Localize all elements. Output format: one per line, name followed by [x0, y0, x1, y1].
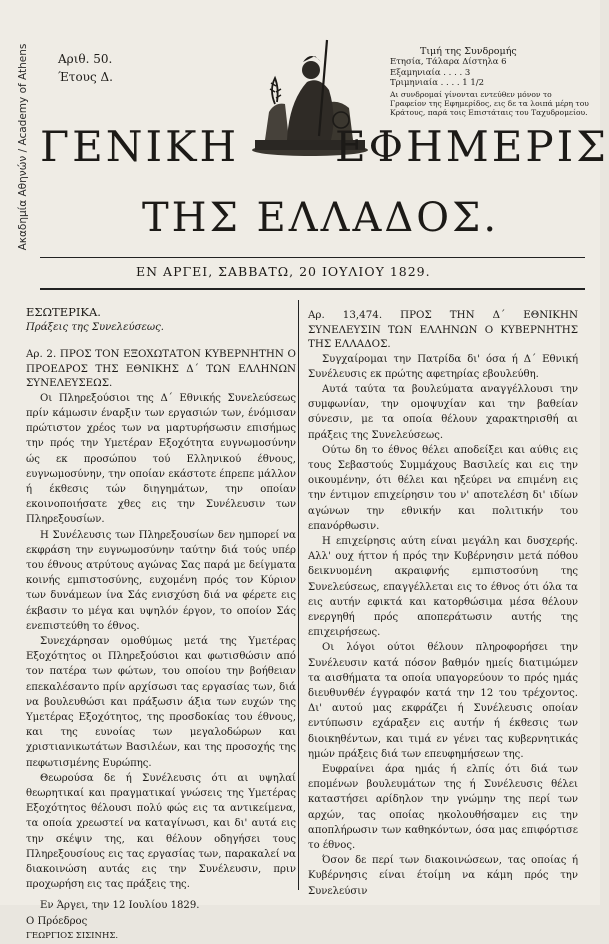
- left-column: [26, 304, 296, 944]
- right-paragraph: Ευφραίνει άρα ημάς ή ελπίς ότι διά των επομένων βουλευμάτων της ή Συνέλευσις θέλει καταστήσει αρίδηλον την γνώμην της περί των αρχών, τας οποίας ηκολουθήσαμεν εις την αποπλήρωσιν των καθηκόντων, όσα μας επιφόρτισε το έθνος.: [308, 763, 578, 851]
- section-subtitle: Πράξεις της Συνελεύσεως.: [26, 322, 165, 333]
- archive-watermark: [10, 43, 36, 251]
- top-rule: [40, 257, 585, 258]
- masthead-line-2: ΤΗΣ ΕΛΛΑΔΟΣ.: [142, 195, 500, 241]
- column-divider: [298, 300, 299, 890]
- right-paragraph: Η επιχείρησις αύτη είναι μεγάλη και δυσχερής. Αλλ' ουχ ήττον ή πρός την Κυβέρνησιν μετά πόθου δεικνυομένη ακραιφνής εμπιστοσύνη της Συνελεύσεως, επαγγέλλεται εις το έθνος ότι όλα τα εις αυτήν εφικτά και κατορθώσιμα μέσα θέλουν ενεργηθή πρός αποπεράτωσιν αυτής της επιχειρήσεως.: [308, 535, 578, 639]
- signature-title: Ο Πρόεδρος: [26, 915, 88, 927]
- masthead-word-2: ΕΦΗΜΕΡΙΣ: [335, 122, 609, 171]
- right-paragraph: Ούτω δη το έθνος θέλει αποδείξει και αύθις εις τους Σεβαστούς Συμμάχους Βασιλείς και εις την οικουμένην, ότι θέλει και ηξεύρει να επιμένη εις την έντιμον επιχείρησιν του ν' αποτελέση δι' ιδίων αγώνων την εθνικήν και πολιτικήν του επανόρθωσιν.: [308, 444, 578, 532]
- price-title: Τιμή της Συνδρομής: [420, 46, 517, 57]
- subscription-note: Αι συνδρομαί γίνονται εντεύθεν μόνον το Γραφείον της Εφημερίδος, εις δε τα λοιπά μέρη του Κράτους, παρά τοις Επιστάταις του Ταχυδρομείου.: [390, 89, 589, 118]
- left-paragraph: Η Συνέλευσις των Πληρεξουσίων δεν ημπορεί να εκφράση την ευγνωμοσύνην ταύτην διά τούς υπέρ του έθνους ατρύτους αγώνας Σας παρά με δείγματα κοινής εμπιστοσύνης, ευχομένη πρός τον Κύριον των δυνάμεων ίνα Σάς ενισχύση διά να φέρετε εις έκβασιν το μέγα και υψηλόν έργον, το οποίον Σάς ενεπιστεύθη το έθνος.: [26, 529, 296, 632]
- right-paragraph: Οι λόγοι ούτοι θέλουν πληροφορήσει την Συνέλευσιν κατά πόσον βαθμόν ημείς διατιμώμεν τα αισθήματα τα οποία υπαγορεύουν το πρός ημάς διευθυνθέν έγγραφόν κατά την 12 του τρέχοντος. Δι' αυτού μας εκφράζει ή Συνέλευσις οποίαν εντύπωσιν εχάραξεν εις αυτήν ή έκθεσις των διοικηθέντων, και τιμά εν γένει τας κυβερνητικάς ημών πράξεις διά των επευφημήσεων της.: [308, 642, 578, 760]
- price-semiannual: Εξαμηνιαία . . . . 3: [390, 67, 471, 78]
- left-paragraph: Θεωρούσα δε ή Συνέλευσις ότι αι υψηλαί θεωρητικαί και πραγματικαί γνώσεις της Υμετέρας Εξοχότητος θέλουσι πολύ φώς εις τα αντικείμενα, τα οποία χρεωστεί να καταγίνωσι, και δι' αυτά εις την σκέψιν της, και θέλουν οδηγήσει τους Πληρεξουσίους εις τας εργασίας των, παρακαλεί να διακοινώση αυτάς εις την Συνέλευσιν, πριν προχωρήση εις τας πράξεις της.: [26, 772, 296, 891]
- closing-date: Εν Άργει, την 12 Ιουλίου 1829.: [40, 900, 200, 912]
- section-title: ΕΣΩΤΕΡΙΚΑ.: [26, 305, 101, 319]
- signature-name: ΓΕΩΡΓΙΟΣ ΣΙΣΙΝΗΣ.: [26, 930, 119, 941]
- price-quarterly: Τριμηνιαία . . . . 1 1/2: [390, 78, 485, 88]
- left-paragraph: Οι Πληρεξούσιοι της Δ΄ Εθνικής Συνελεύσεως πρίν κάμωσιν έναρξιν των εργασιών των, ένόμισαν πρώτιστον χρέος των να μαρτυρήσωσιν επισήμως την πρός την Υμετέραν Εξοχότητα ευγνωμοσύνην ώς εκ προσώπου τού Ελληνικού έθνους, ευγνωμοσύνην, την οποίαν εκάστοτε έπρεπε μάλλον ή έκθεσις τών διηγημάτων, την οποίαν εκοινοποιήσατε χθες εις την Συνέλευσιν των Πληρεξουσίων.: [26, 392, 296, 526]
- right-article-heading: Αρ. 13,474. ΠΡΟΣ ΤΗΝ Δ΄ ΕΘΝΙΚΗΝ ΣΥΝΕΛΕΥΣΙΝ ΤΩΝ ΕΛΛΗΝΩΝ Ο ΚΥΒΕΡΝΗΤΗΣ ΤΗΣ ΕΛΛΑΔΟΣ.: [308, 309, 578, 350]
- masthead-word-1: ΓΕΝΙΚΗ: [40, 122, 240, 171]
- left-article-heading: Αρ. 2. ΠΡΟΣ ΤΟΝ ΕΞΟΧΩΤΑΤΟΝ ΚΥΒΕΡΝΗΤΗΝ Ο ΠΡΟΕΔΡΟΣ ΤΗΣ ΕΘΝΙΚΗΣ Δ΄ ΤΩΝ ΕΛΛΗΝΩΝ ΣΥΝΕΛΕΥΣΕΩΣ.: [26, 348, 296, 390]
- right-paragraph: Όσον δε περί των διακοινώσεων, τας οποίας ή Κυβέρνησις είναι έτοίμη να κάμη πρός την Συνελεύσιν: [308, 855, 578, 897]
- price-annual: Ετησία, Τάλαρα Δίστηλα 6: [390, 57, 507, 67]
- right-paragraph: Συγχαίρομαι την Πατρίδα δι' όσα ή Δ΄ Εθνική Συνέλευσις εκ πρώτης αφετηρίας εβουλεύθη.: [308, 353, 578, 380]
- dateline: ΕΝ ΑΡΓΕΙ, ΣΑΒΒΑΤΩ, 20 ΙΟΥΛΙΟΥ 1829.: [136, 264, 431, 279]
- issue-year: Έτους Δ.: [58, 70, 113, 84]
- price-box: [390, 46, 590, 118]
- right-paragraph: Αυτά ταύτα τα βουλεύματα αναγγέλλουσι την συμφωνίαν, την ομοψυχίαν και την βαθείαν σύνεσιν, με τα οποία θέλουν χαρακτηρισθή αι πράξεις της Συνελεύσεως.: [308, 383, 578, 441]
- dateline-rule: [40, 288, 585, 290]
- left-paragraph: Συνεχάρησαν ομοθύμως μετά της Υμετέρας Εξοχότητος οι Πληρεξούσιοι και φωτισθώσιν από τον πατέρα των φώτων, του οποίου την βοήθειαν επεκαλέσαντο πρίν αρχίσωσι τας εργασίας των, διά να βουλευθώσι και πράξωσιν άξια των ευχών της Υμετέρας Εξοχότητος, της προσδοκίας του έθνους, και της ευνοίας των μεγαλοδώρων και χριστιανικωτάτων Βασιλέων, και της προσοχής της πεφωτισμένης Ευρώπης.: [26, 635, 296, 769]
- issue-number: Αριθ. 50.: [58, 52, 113, 66]
- watermark-text: Ακαδημία Αθηνών / Academy of Athens: [17, 43, 29, 251]
- right-column: [308, 308, 578, 899]
